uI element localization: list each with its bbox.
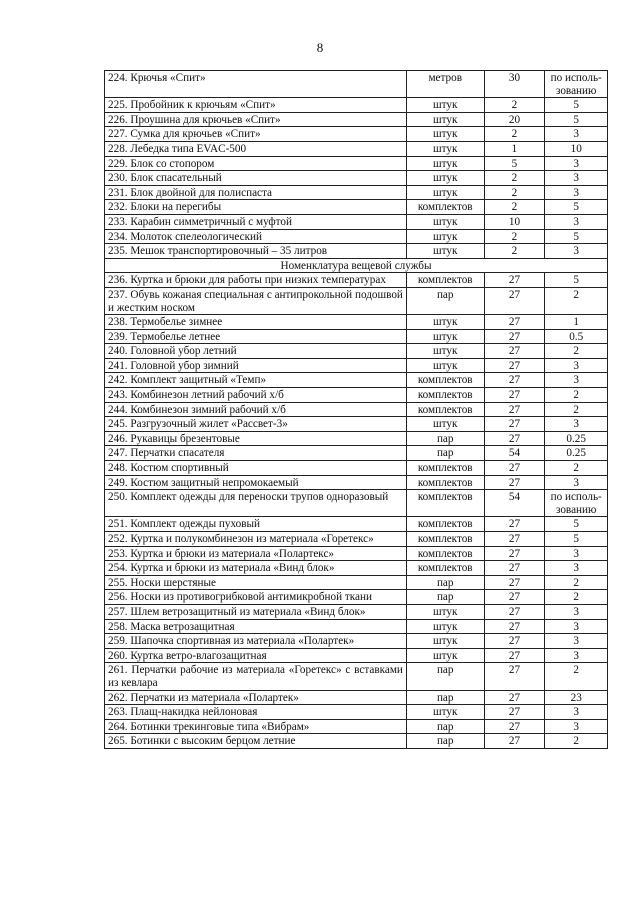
quantity-cell: 27 [484, 604, 545, 619]
quantity-cell: 27 [484, 690, 545, 705]
unit-cell: пар [406, 446, 484, 461]
unit-cell: комплектов [406, 561, 484, 576]
quantity-cell: 2 [484, 171, 545, 186]
quantity-cell: 54 [484, 446, 545, 461]
term-cell: 3 [545, 417, 608, 432]
term-cell: 0.5 [545, 329, 608, 344]
item-name-cell: 227. Сумка для крючьев «Спит» [105, 127, 407, 142]
quantity-cell: 27 [484, 475, 545, 490]
table-row [105, 532, 608, 547]
term-cell: 2 [545, 663, 608, 690]
quantity-cell: 2 [484, 185, 545, 200]
quantity-cell: 27 [484, 705, 545, 720]
item-name-cell: 230. Блок спасательный [105, 171, 407, 186]
unit-cell: штук [406, 604, 484, 619]
quantity-cell: 27 [484, 619, 545, 634]
quantity-cell: 27 [484, 719, 545, 734]
table-row [105, 734, 608, 749]
quantity-cell: 27 [484, 287, 545, 314]
item-name-cell: 225. Пробойник к крючьям «Спит» [105, 98, 407, 113]
table-row [105, 214, 608, 229]
term-cell: по исполь-зованию [545, 490, 608, 517]
table-row [105, 388, 608, 403]
quantity-cell: 27 [484, 344, 545, 359]
quantity-cell: 27 [484, 431, 545, 446]
unit-cell: пар [406, 431, 484, 446]
quantity-cell: 27 [484, 329, 545, 344]
quantity-cell: 54 [484, 490, 545, 517]
term-cell: 3 [545, 171, 608, 186]
item-name-cell: 238. Термобелье зимнее [105, 315, 407, 330]
table-row [105, 619, 608, 634]
quantity-cell: 27 [484, 315, 545, 330]
item-name-cell: 236. Куртка и брюки для работы при низких температурах [105, 273, 407, 288]
equipment-rows [105, 71, 608, 259]
table-row [105, 141, 608, 156]
item-name-cell: 243. Комбинезон летний рабочий х/б [105, 388, 407, 403]
item-name-cell: 235. Мешок транспортировочный – 35 литров [105, 244, 407, 259]
table-row [105, 663, 608, 690]
table-row [105, 490, 608, 517]
quantity-cell: 2 [484, 127, 545, 142]
term-cell: 0.25 [545, 431, 608, 446]
table-row [105, 634, 608, 649]
table-row [105, 604, 608, 619]
table-row [105, 417, 608, 432]
item-name-cell: 249. Костюм защитный непромокаемый [105, 475, 407, 490]
quantity-cell: 27 [484, 575, 545, 590]
quantity-cell: 1 [484, 141, 545, 156]
item-name-cell: 250. Комплект одежды для переноски трупов одноразовый [105, 490, 407, 517]
table-row [105, 185, 608, 200]
item-name-cell: 248. Костюм спортивный [105, 461, 407, 476]
table-row [105, 244, 608, 259]
item-name-cell: 228. Лебедка типа EVAC-500 [105, 141, 407, 156]
item-name-cell: 254. Куртка и брюки из материала «Винд блок» [105, 561, 407, 576]
term-cell: 3 [545, 156, 608, 171]
term-cell: 23 [545, 690, 608, 705]
term-cell: 3 [545, 561, 608, 576]
term-cell: 2 [545, 461, 608, 476]
unit-cell: комплектов [406, 532, 484, 547]
unit-cell: штук [406, 214, 484, 229]
term-cell: 2 [545, 590, 608, 605]
quantity-cell: 27 [484, 561, 545, 576]
item-name-cell: 240. Головной убор летний [105, 344, 407, 359]
item-name-cell: 258. Маска ветрозащитная [105, 619, 407, 634]
item-name-cell: 252. Куртка и полукомбинезон из материала «Горетекс» [105, 532, 407, 547]
quantity-cell: 10 [484, 214, 545, 229]
table-row [105, 705, 608, 720]
table-row [105, 315, 608, 330]
quantity-cell: 27 [484, 461, 545, 476]
table-row [105, 475, 608, 490]
unit-cell: пар [406, 575, 484, 590]
table-row [105, 98, 608, 113]
unit-cell: штук [406, 127, 484, 142]
term-cell: 3 [545, 127, 608, 142]
unit-cell: пар [406, 690, 484, 705]
clothing-rows [105, 273, 608, 749]
quantity-cell: 27 [484, 517, 545, 532]
table-row [105, 112, 608, 127]
term-cell: 2 [545, 287, 608, 314]
item-name-cell: 265. Ботинки с высоким берцом летние [105, 734, 407, 749]
quantity-cell: 27 [484, 417, 545, 432]
term-cell: 3 [545, 214, 608, 229]
term-cell: 5 [545, 112, 608, 127]
term-cell: 3 [545, 373, 608, 388]
term-cell: 5 [545, 200, 608, 215]
table-row [105, 517, 608, 532]
table-row [105, 344, 608, 359]
table-row [105, 648, 608, 663]
term-cell: 5 [545, 273, 608, 288]
quantity-cell: 27 [484, 532, 545, 547]
item-name-cell: 231. Блок двойной для полиспаста [105, 185, 407, 200]
item-name-cell: 260. Куртка ветро-влагозащитная [105, 648, 407, 663]
quantity-cell: 2 [484, 98, 545, 113]
table-row [105, 329, 608, 344]
term-cell: 5 [545, 532, 608, 547]
table-row [105, 690, 608, 705]
unit-cell: пар [406, 590, 484, 605]
item-name-cell: 263. Плащ-накидка нейлоновая [105, 705, 407, 720]
item-name-cell: 232. Блоки на перегибы [105, 200, 407, 215]
item-name-cell: 234. Молоток спелеологический [105, 229, 407, 244]
quantity-cell: 27 [484, 546, 545, 561]
table-row [105, 171, 608, 186]
nomenclature-table [104, 70, 608, 749]
unit-cell: комплектов [406, 402, 484, 417]
unit-cell: комплектов [406, 517, 484, 532]
item-name-cell: 224. Крючья «Спит» [105, 71, 407, 98]
term-cell: 2 [545, 734, 608, 749]
quantity-cell: 27 [484, 590, 545, 605]
term-cell: 3 [545, 648, 608, 663]
unit-cell: штук [406, 344, 484, 359]
table-row [105, 287, 608, 314]
table-row [105, 402, 608, 417]
table-row [105, 446, 608, 461]
table-row [105, 561, 608, 576]
unit-cell: штук [406, 112, 484, 127]
unit-cell: штук [406, 329, 484, 344]
term-cell: 3 [545, 358, 608, 373]
item-name-cell: 237. Обувь кожаная специальная с антипрокольной подошвой и жестким носком [105, 287, 407, 314]
term-cell: 5 [545, 517, 608, 532]
table-row [105, 127, 608, 142]
quantity-cell: 20 [484, 112, 545, 127]
unit-cell: штук [406, 244, 484, 259]
term-cell: 5 [545, 229, 608, 244]
table-row [105, 200, 608, 215]
term-cell: 3 [545, 185, 608, 200]
unit-cell: штук [406, 705, 484, 720]
term-cell: 3 [545, 619, 608, 634]
item-name-cell: 257. Шлем ветрозащитный из материала «Винд блок» [105, 604, 407, 619]
unit-cell: пар [406, 734, 484, 749]
item-name-cell: 262. Перчатки из материала «Полартек» [105, 690, 407, 705]
table-row [105, 358, 608, 373]
item-name-cell: 246. Рукавицы брезентовые [105, 431, 407, 446]
unit-cell: пар [406, 719, 484, 734]
unit-cell: штук [406, 156, 484, 171]
term-cell: 3 [545, 705, 608, 720]
unit-cell: пар [406, 663, 484, 690]
term-cell: 3 [545, 546, 608, 561]
unit-cell: штук [406, 358, 484, 373]
unit-cell: комплектов [406, 273, 484, 288]
term-cell: 3 [545, 634, 608, 649]
unit-cell: комплектов [406, 546, 484, 561]
item-name-cell: 229. Блок со стопором [105, 156, 407, 171]
unit-cell: штук [406, 141, 484, 156]
quantity-cell: 2 [484, 229, 545, 244]
quantity-cell: 27 [484, 663, 545, 690]
term-cell: 3 [545, 475, 608, 490]
unit-cell: комплектов [406, 475, 484, 490]
table-row [105, 590, 608, 605]
quantity-cell: 2 [484, 200, 545, 215]
unit-cell: пар [406, 287, 484, 314]
table-row [105, 546, 608, 561]
section-title: Номенклатура вещевой службы [105, 258, 608, 273]
term-cell: 0.25 [545, 446, 608, 461]
quantity-cell: 27 [484, 648, 545, 663]
term-cell: 2 [545, 388, 608, 403]
quantity-cell: 27 [484, 273, 545, 288]
item-name-cell: 253. Куртка и брюки из материала «Полартекс» [105, 546, 407, 561]
item-name-cell: 245. Разгрузочный жилет «Рассвет-3» [105, 417, 407, 432]
table-row [105, 229, 608, 244]
item-name-cell: 264. Ботинки трекинговые типа «Вибрам» [105, 719, 407, 734]
item-name-cell: 233. Карабин симметричный с муфтой [105, 214, 407, 229]
item-name-cell: 256. Носки из противогрибковой антимикробной ткани [105, 590, 407, 605]
term-cell: 1 [545, 315, 608, 330]
item-name-cell: 247. Перчатки спасателя [105, 446, 407, 461]
item-name-cell: 242. Комплект защитный «Темп» [105, 373, 407, 388]
quantity-cell: 5 [484, 156, 545, 171]
page-number: 8 [316, 40, 324, 55]
unit-cell: штук [406, 315, 484, 330]
quantity-cell: 27 [484, 402, 545, 417]
unit-cell: метров [406, 71, 484, 98]
unit-cell: штук [406, 648, 484, 663]
table-row [105, 575, 608, 590]
item-name-cell: 259. Шапочка спортивная из материала «Полартек» [105, 634, 407, 649]
table-row [105, 273, 608, 288]
unit-cell: комплектов [406, 461, 484, 476]
unit-cell: комплектов [406, 388, 484, 403]
unit-cell: штук [406, 171, 484, 186]
table-row [105, 431, 608, 446]
unit-cell: комплектов [406, 373, 484, 388]
item-name-cell: 241. Головной убор зимний [105, 358, 407, 373]
term-cell: 10 [545, 141, 608, 156]
term-cell: 3 [545, 244, 608, 259]
unit-cell: штук [406, 634, 484, 649]
item-name-cell: 239. Термобелье летнее [105, 329, 407, 344]
quantity-cell: 27 [484, 388, 545, 403]
table-row [105, 461, 608, 476]
table-row [105, 156, 608, 171]
term-cell: 3 [545, 604, 608, 619]
item-name-cell: 255. Носки шерстяные [105, 575, 407, 590]
item-name-cell: 244. Комбинезон зимний рабочий х/б [105, 402, 407, 417]
section-header-row [105, 258, 608, 273]
unit-cell: штук [406, 417, 484, 432]
table-row [105, 373, 608, 388]
unit-cell: комплектов [406, 200, 484, 215]
item-name-cell: 226. Проушина для крючьев «Спит» [105, 112, 407, 127]
quantity-cell: 27 [484, 634, 545, 649]
table-row [105, 71, 608, 98]
quantity-cell: 27 [484, 373, 545, 388]
section-header-group [105, 258, 608, 273]
quantity-cell: 27 [484, 734, 545, 749]
unit-cell: штук [406, 98, 484, 113]
term-cell: 5 [545, 98, 608, 113]
term-cell: по исполь-зованию [545, 71, 608, 98]
term-cell: 3 [545, 719, 608, 734]
unit-cell: штук [406, 619, 484, 634]
unit-cell: комплектов [406, 490, 484, 517]
quantity-cell: 30 [484, 71, 545, 98]
term-cell: 2 [545, 575, 608, 590]
item-name-cell: 261. Перчатки рабочие из материала «Горетекс» с вставками из кевлара [105, 663, 407, 690]
term-cell: 2 [545, 402, 608, 417]
item-name-cell: 251. Комплект одежды пуховый [105, 517, 407, 532]
table-row [105, 719, 608, 734]
term-cell: 2 [545, 344, 608, 359]
quantity-cell: 27 [484, 358, 545, 373]
unit-cell: штук [406, 229, 484, 244]
quantity-cell: 2 [484, 244, 545, 259]
unit-cell: штук [406, 185, 484, 200]
